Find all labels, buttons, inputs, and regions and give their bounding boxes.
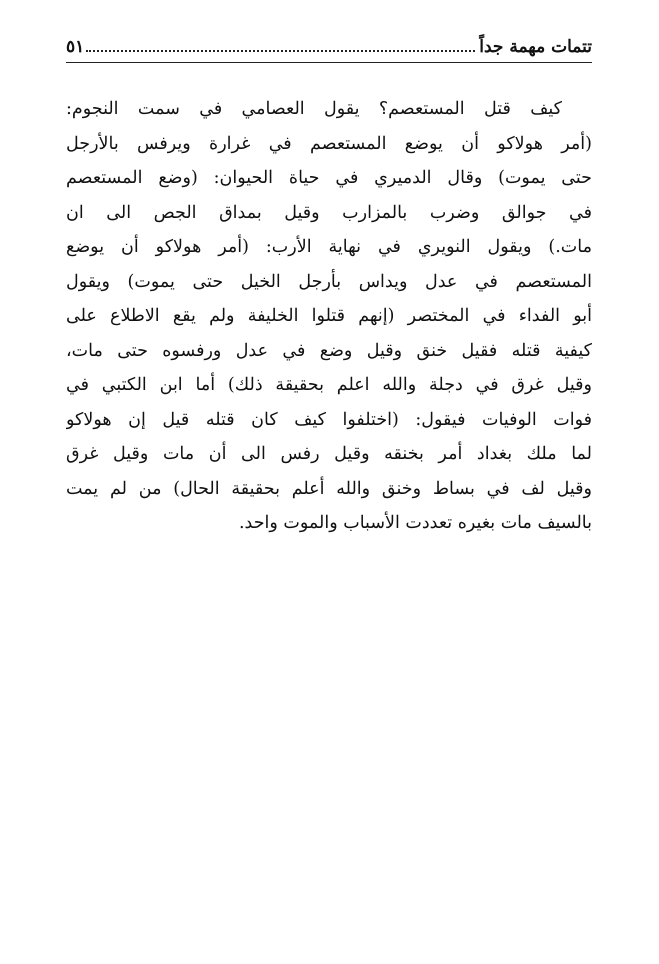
- text-line: (أمر هولاكو أن يوضع المستعصم في غرارة ويرفس بالأرجل: [66, 133, 592, 154]
- text-line: حتى يموت) وقال الدميري في حياة الحيوان: (وضع المستعصم: [66, 168, 592, 188]
- text-line: بالسيف مات بغيره تعددت الأسباب والموت واحد.: [238, 513, 592, 533]
- header-rule: [66, 62, 592, 63]
- text-line: كيفية قتله فقيل خنق وقيل وضع في عدل ورفسوه حتى مات،: [66, 340, 592, 361]
- text-line: المستعصم في عدل ويداس بأرجل الخيل حتى يموت) ويقول: [66, 271, 592, 292]
- text-line: وقيل غرق في دجلة والله اعلم بحقيقة ذلك) أما ابن الكتبي في: [66, 375, 592, 395]
- running-header: [66, 30, 592, 60]
- header-dot-leader: [86, 50, 475, 52]
- text-line: مات.) ويقول النويري في نهاية الأرب: (أمر هولاكو أن يوضع: [66, 237, 592, 257]
- text-line: لما ملك بغداد أمر بخنقه وقيل رفس الى أن مات وقيل غرق: [66, 444, 592, 464]
- text-line: في جوالق وضرب بالمزارب وقيل بمداق الجص الى ان: [66, 202, 592, 223]
- text-line: فوات الوفيات فيقول: (اختلفوا كيف كان قتله قيل إن هولاكو: [66, 409, 592, 430]
- text-line: وقيل لف في بساط وخنق والله أعلم بحقيقة الحال) من لم يمت: [66, 478, 592, 499]
- header-title: تتمات مهمة جداً: [479, 37, 592, 57]
- text-line: أبو الفداء في المختصر (إنهم قتلوا الخليفة ولم يقع الاطلاع على: [66, 306, 592, 326]
- body-paragraph: [66, 92, 592, 541]
- page-number: ٥١: [66, 37, 85, 57]
- text-line: كيف قتل المستعصم؟ يقول العصامي في سمت النجوم:: [66, 99, 562, 119]
